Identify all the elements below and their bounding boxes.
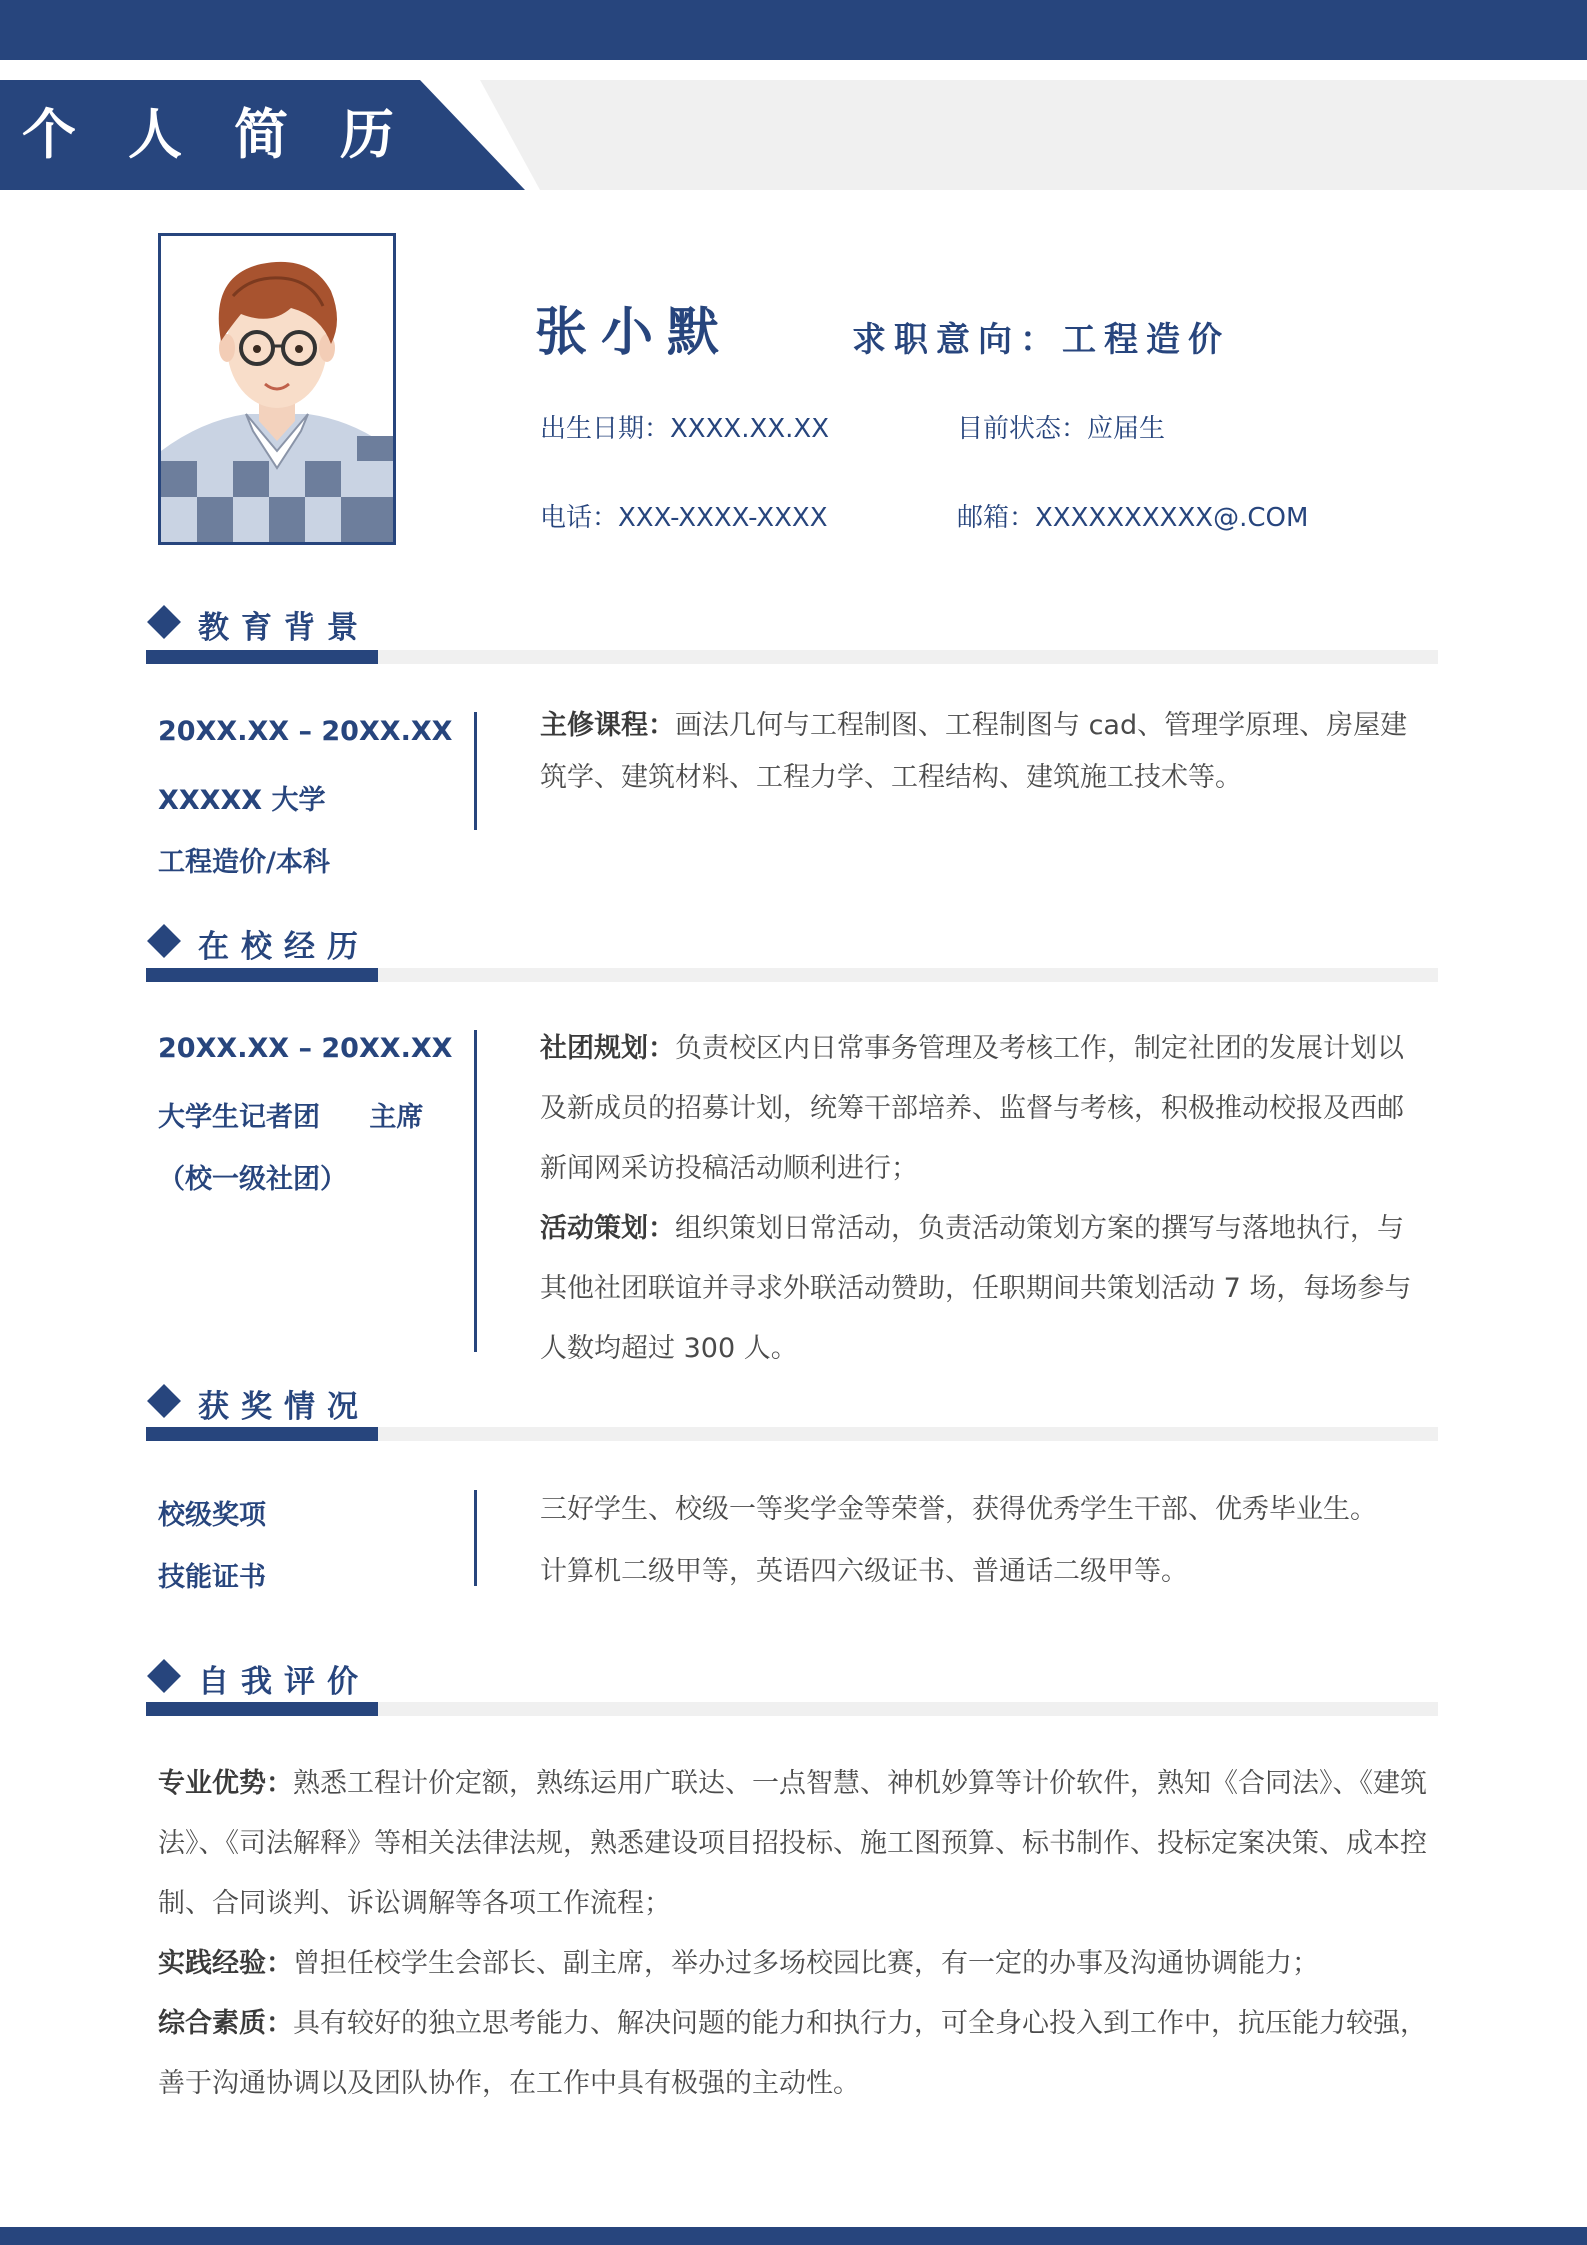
self-eval-item1-text: 熟悉工程计价定额，熟练运用广联达、一点智慧、神机妙算等计价软件，熟知《合同法》、《建筑法》、《司法解释》等相关法律法规，熟悉建设项目招投标、施工图预算、标书制作、投标定案决策、成本控制、合同谈判、诉讼调解等各项工作流程； [158, 1768, 1427, 1919]
campus-item1-label: 社团规划： [540, 1033, 675, 1064]
campus-period: 20XX.XX – 20XX.XX [158, 1033, 453, 1064]
section-divider-accent [146, 650, 378, 664]
self-eval-item3-text: 具有较好的独立思考能力、解决问题的能力和执行力，可全身心投入到工作中，抗压能力较强，善于沟通协调以及团队协作，在工作中具有极强的主动性。 [158, 2008, 1427, 2099]
campus-details [540, 1019, 1420, 1379]
section-divider-accent [146, 968, 378, 982]
banner-gray-band [480, 80, 1587, 190]
diamond-icon [147, 1384, 181, 1418]
campus-level: （校一级社团） [158, 1164, 347, 1195]
avatar-illustration [161, 236, 393, 542]
candidate-name: 张小默 [535, 303, 734, 363]
section-title-self-eval: 自我评价 [198, 1664, 370, 1700]
resume-title: 个人简历 [22, 103, 446, 166]
campus-org [158, 1095, 423, 1134]
education-major: 工程造价/本科 [158, 847, 330, 878]
top-bar [0, 0, 1587, 60]
diamond-icon [147, 924, 181, 958]
self-eval-details [158, 1754, 1428, 2114]
award-details [540, 1479, 1440, 1603]
campus-item2-label: 活动策划： [540, 1213, 675, 1244]
self-eval-item3-label: 综合素质： [158, 2008, 293, 2039]
course-text: 画法几何与工程制图、工程制图与 cad、管理学原理、房屋建筑学、建筑材料、工程力学、工程结构、建筑施工技术等。 [540, 710, 1408, 793]
self-eval-item2-label: 实践经验： [158, 1948, 293, 1979]
vertical-divider [474, 712, 477, 830]
birth-date: 出生日期：XXXX.XX.XX [540, 414, 830, 444]
campus-item2-text: 组织策划日常活动，负责活动策划方案的撰写与落地执行，与其他社团联谊并寻求外联活动赞助，任职期间共策划活动 7 场，每场参与人数均超过 300 人。 [540, 1213, 1412, 1364]
education-courses [540, 700, 1420, 804]
section-divider-accent [146, 1702, 378, 1716]
campus-org-name: 大学生记者团 [158, 1102, 320, 1133]
course-label: 主修课程： [540, 710, 675, 741]
diamond-icon [147, 1659, 181, 1693]
phone: 电话：XXX-XXXX-XXXX [540, 503, 828, 533]
section-title-campus: 在校经历 [198, 929, 370, 965]
diamond-icon [147, 605, 181, 639]
bottom-bar [0, 2227, 1587, 2245]
section-title-education: 教育背景 [198, 610, 370, 646]
section-title-awards: 获奖情况 [198, 1389, 370, 1425]
award-label-school: 校级奖项 [158, 1500, 266, 1531]
vertical-divider [474, 1030, 477, 1352]
email: 邮箱：XXXXXXXXXX@.COM [957, 503, 1309, 533]
award-text-skills: 计算机二级甲等，英语四六级证书、普通话二级甲等。 [540, 1556, 1188, 1587]
avatar [158, 233, 396, 545]
education-period: 20XX.XX – 20XX.XX [158, 716, 453, 747]
campus-role: 主席 [369, 1102, 424, 1133]
section-divider-accent [146, 1427, 378, 1441]
vertical-divider [474, 1490, 477, 1586]
education-school: XXXXX 大学 [158, 785, 326, 816]
award-text-school: 三好学生、校级一等奖学金等荣誉，获得优秀学生干部、优秀毕业生。 [540, 1494, 1377, 1525]
job-intent: 求职意向：工程造价 [852, 320, 1230, 360]
self-eval-item1-label: 专业优势： [158, 1768, 293, 1799]
award-label-skills: 技能证书 [158, 1562, 266, 1593]
self-eval-item2-text: 曾担任校学生会部长、副主席，举办过多场校园比赛，有一定的办事及沟通协调能力； [293, 1948, 1319, 1979]
current-status: 目前状态：应届生 [957, 414, 1166, 444]
campus-item1-text: 负责校区内日常事务管理及考核工作，制定社团的发展计划以及新成员的招募计划，统筹干部培养、监督与考核，积极推动校报及西邮新闻网采访投稿活动顺利进行； [540, 1033, 1404, 1184]
